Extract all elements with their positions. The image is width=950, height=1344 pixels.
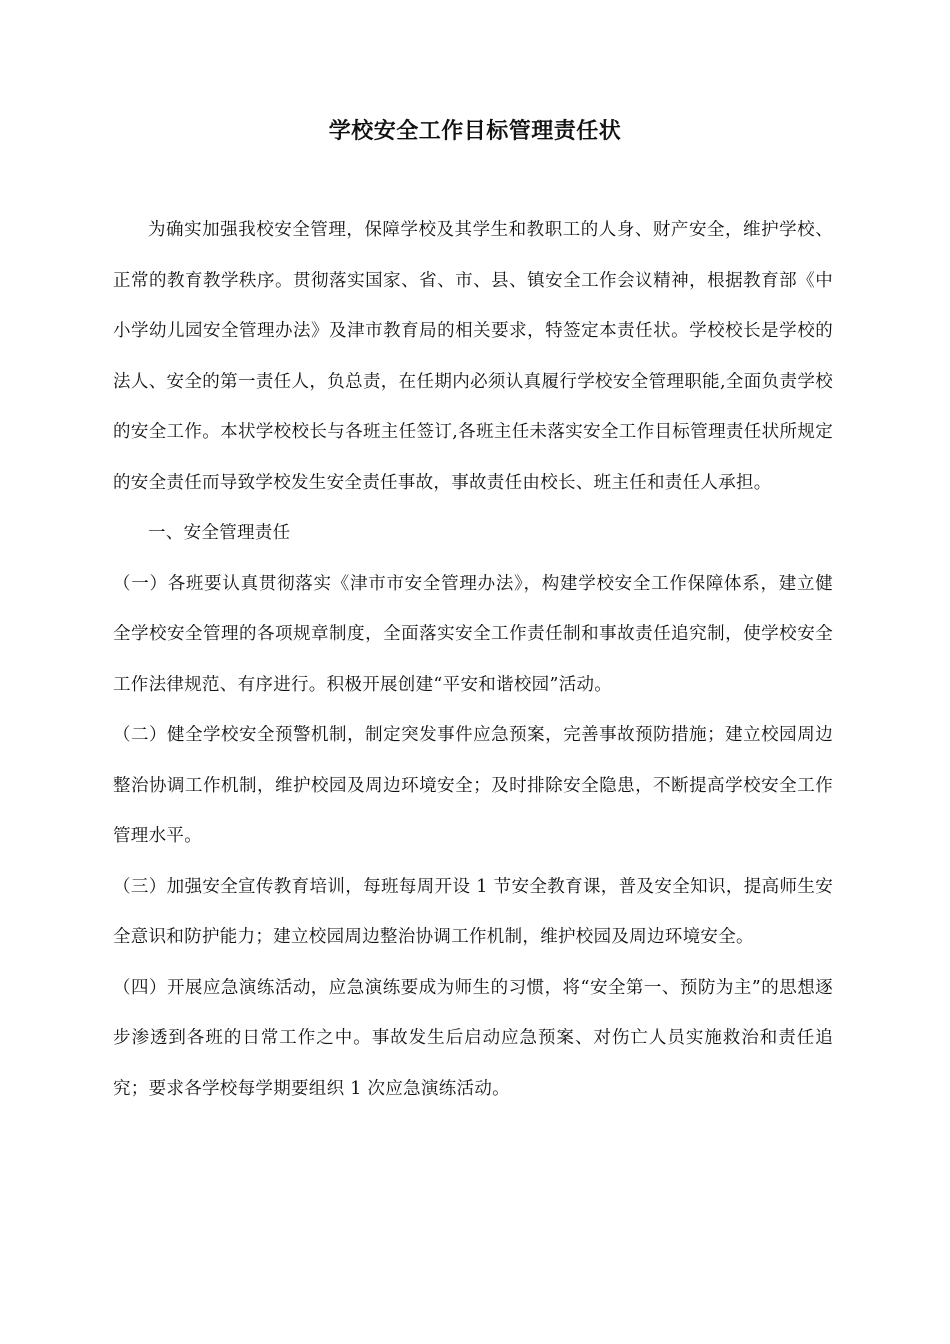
section-heading: 一、安全管理责任 bbox=[148, 523, 291, 543]
clause-1-paragraph: （一）各班要认真贯彻落实《津市市安全管理办法》，构建学校安全工作保障体系，建立健全学校安全管理的各项规章制度，全面落实安全工作责任制和事故责任追究制，使学校安全工作法律规范、有序进行。积极开展创建“平安和谐校园”活动。 bbox=[113, 573, 833, 695]
intro-paragraph: 为确实加强我校安全管理，保障学校及其学生和教职工的人身、财产安全，维护学校、正常的教育教学秩序。贯彻落实国家、省、市、县、镇安全工作会议精神，根据教育部《中小学幼儿园安全管理办法》及津市教育局的相关要求，特签定本责任状。学校校长是学校的法人、安全的第一责任人，负总责，在任期内必须认真履行学校安全管理职能,全面负责学校的安全工作。本状学校校长与各班主任签订,各班主任未落实安全工作目标管理责任状所规定的安全责任而导致学校发生安全责任事故，事故责任由校长、班主任和责任人承担。 bbox=[113, 220, 833, 493]
document-title: 学校安全工作目标管理责任状 bbox=[328, 118, 622, 144]
clause-4-paragraph: （四）开展应急演练活动，应急演练要成为师生的习惯，将“安全第一、预防为主”的思想逐步渗透到各班的日常工作之中。事故发生后启动应急预案、对伤亡人员实施救治和责任追究；要求各学校每学期要组织 1 次应急演练活动。 bbox=[113, 977, 833, 1099]
clause-3-paragraph: （三）加强安全宣传教育培训，每班每周开设 1 节安全教育课，普及安全知识，提高师生安全意识和防护能力；建立校园周边整治协调工作机制，维护校园及周边环境安全。 bbox=[113, 876, 833, 947]
document-body bbox=[113, 205, 833, 1114]
clause-2-paragraph: （二）健全学校安全预警机制，制定突发事件应急预案，完善事故预防措施；建立校园周边整治协调工作机制，维护校园及周边环境安全；及时排除安全隐患，不断提高学校安全工作管理水平。 bbox=[113, 725, 833, 846]
